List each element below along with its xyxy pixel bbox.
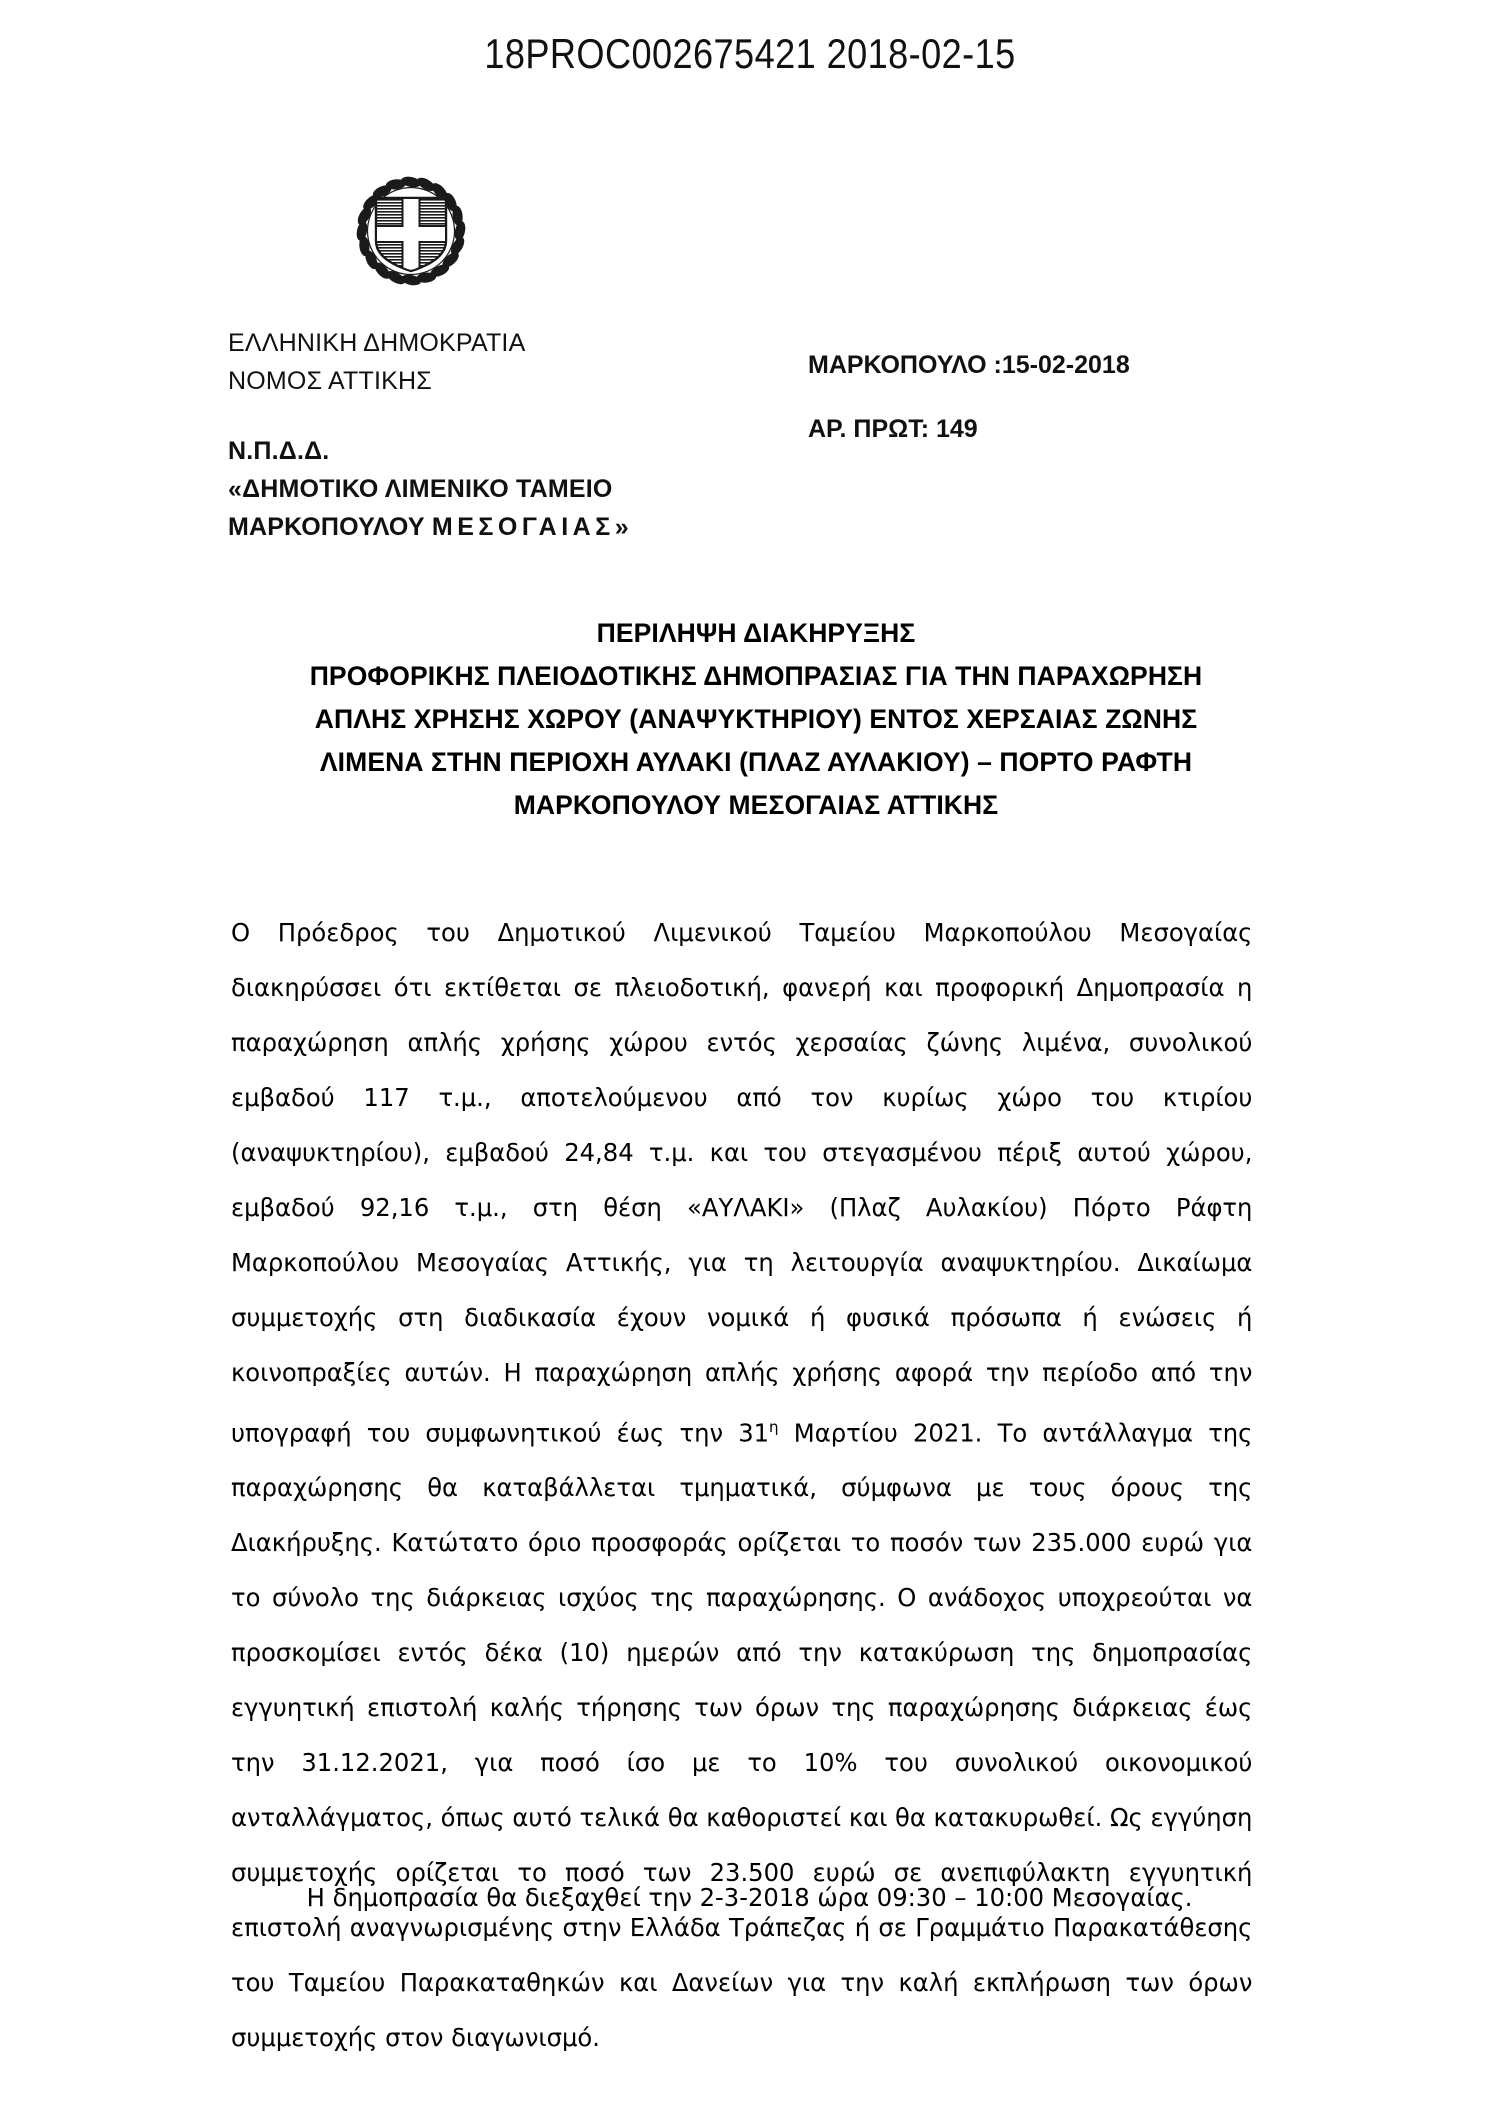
letterhead-line-authority-2 [228,508,748,546]
title-line-1: ΠΕΡΙΛΗΨΗ ΔΙΑΚΗΡΥΞΗΣ [596,618,916,648]
letterhead-issuer-block [228,324,748,546]
authority-quote-close: » [614,513,629,541]
authority-region-spaced: ΜΕΣΟΓΑΙΑΣ [431,513,615,541]
hellenic-republic-emblem-icon [352,172,470,290]
ordinal-suffix: η [769,1418,779,1436]
letterhead-line-prefecture: ΝΟΜΟΣ ΑΤΤΙΚΗΣ [228,367,432,395]
letterhead-meta-block [808,348,1368,446]
title-line-5: ΜΑΡΚΟΠΟΥΛΟΥ ΜΕΣΟΓΑΙΑΣ ΑΤΤΙΚΗΣ [513,790,999,820]
closing-text [231,1870,1252,1925]
body-part-1: Ο Πρόεδρος του Δημοτικού Λιμενικού Ταμείου Μαρκοπούλου Μεσογαίας διακηρύσσει ότι εκτίθεται σε πλειοδοτική, φανερή και προφορική Δημοπρασία η παραχώρηση απλής χρήσης χώρου εντός χερσαίας ζώνης λιμένα, συνολικού εμβαδού 117 τ.μ., αποτελούμενου από τον κυρίως χώρο του κτιρίου (αναψυκτηρίου), εμβαδού 24,84 τ.μ. και του στεγασμένου πέριξ αυτού χώρου, εμβαδού 92,16 τ.μ., στη θέση «ΑΥΛΑΚΙ» (Πλαζ Αυλακίου) Πόρτο Ράφτη Μαρκοπούλου Μεσογαίας Αττικής, για τη λειτουργία αναψυκτηρίου. Δικαίωμα συμμετοχής στη διαδικασία έχουν νομικά ή φυσικά πρόσωπα ή ενώσεις ή κοινοπραξίες αυτών. Η παραχώρηση απλής χρήσης αφορά την περίοδο από την υπογραφή του συμφωνητικού έως την 31 [231,918,1253,1448]
protocol-number: ΑΡ. ΠΡΩΤ: 149 [808,415,978,443]
auction-datetime-line: Η δημοπρασία θα διεξαχθεί την 2-3-2018 ώρα 09:30 – 10:00 Μεσογαίας. [306,1883,1193,1912]
title-line-3: ΑΠΛΗΣ ΧΡΗΣΗΣ ΧΩΡΟΥ (ΑΝΑΨΥΚΤΗΡΙΟΥ) ΕΝΤΟΣ ΧΕΡΣΑΙΑΣ ΖΩΝΗΣ [314,704,1198,734]
authority-city: ΜΑΡΚΟΠΟΥΛΟΥ [228,513,432,541]
letterhead-line-republic: ΕΛΛΗΝΙΚΗ ΔΗΜΟΚΡΑΤΙΑ [228,329,526,357]
procurement-stamp-header: 18PROC002675421 2018-02-15 [484,30,1016,77]
letterhead-spacer [228,400,748,432]
title-line-4: ΛΙΜΕΝΑ ΣΤΗΝ ΠΕΡΙΟΧΗ ΑΥΛΑΚΙ (ΠΛΑΖ ΑΥΛΑΚΙΟΥ) – ΠΟΡΤΟ ΡΑΦΤΗ [319,747,1193,777]
letterhead-line-entity-type: Ν.Π.Δ.Δ. [228,437,330,465]
body-part-2: Μαρτίου 2021. Το αντάλλαγμα της παραχώρησης θα καταβάλλεται τμηματικά, σύμφωνα με τους όρους της Διακήρυξης. Κατώτατο όριο προσφοράς ορίζεται το ποσόν των 235.000 ευρώ για το σύνολο της διάρκειας ισχύος της παραχώρησης. Ο ανάδοχος υποχρεούται να προσκομίσει εντός δέκα (10) ημερών από την κατακύρωση της δημοπρασίας εγγυητική επιστολή καλής τήρησης των όρων της παραχώρησης διάρκειας έως την 31.12.2021, για ποσό ίσο με το 10% του συνολικού οικονομικού ανταλλάγματος, όπως αυτό τελικά θα καθοριστεί και θα κατακυρωθεί. Ως εγγύηση συμμετοχής ορίζεται το ποσό των 23.500 ευρώ σε ανεπιφύλακτη εγγυητική επιστολή αναγνωρισμένης στην Ελλάδα Τράπεζας ή σε Γραμμάτιο Παρακατάθεσης του Ταμείου Παρακαταθηκών και Δανείων για την καλή εκπλήρωση των όρων συμμετοχής στον διαγωνισμό. [231,1418,1253,2053]
place-and-date: ΜΑΡΚΟΠΟΥΛΟ :15-02-2018 [808,351,1130,379]
letterhead-line-authority-1: «ΔΗΜΟΤΙΚΟ ΛΙΜΕΝΙΚΟ ΤΑΜΕΙΟ [228,475,613,503]
page-title [228,612,1284,827]
title-line-2: ΠΡΟΦΟΡΙΚΗΣ ΠΛΕΙΟΔΟΤΙΚΗΣ ΔΗΜΟΠΡΑΣΙΑΣ ΓΙΑ ΤΗΝ ΠΑΡΑΧΩΡΗΣΗ [309,661,1203,691]
